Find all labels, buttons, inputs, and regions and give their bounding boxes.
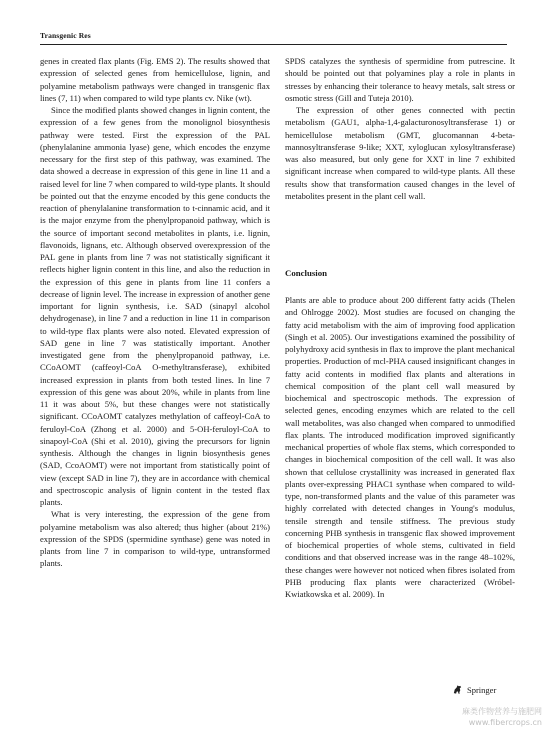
left-paragraph-1: genes in created flax plants (Fig. EMS 2). The results showed that expression of selected genes from hemicellulose, lignin, and polyamine metabolism pathways were changed in transgenic flax lines (7, 11) when compared to wild type plants cv. Nike (wt). — [40, 56, 270, 103]
watermark-line-2: www.fibercrops.cn — [468, 718, 542, 727]
right-column-top — [285, 55, 515, 202]
right-paragraph-2: The expression of other genes connected with pectin metabolism (GAU1, alpha-1,4-galacturonosyltransferase 1) or hemicellulose metabolism (GMT, glucomannan 4-beta-mannosyltransferase 9-like; XXT, xyloglucan xylosyltransferase) was also measured, but only gene for XXT in line 7 exhibited significant increase when compared to wild-type plants. All these results show that transformation caused changes in the level of metabolites present in the plant cell wall. — [285, 105, 515, 201]
left-column — [40, 55, 270, 570]
section-heading-conclusion: Conclusion — [285, 268, 328, 278]
conclusion-paragraph: Plants are able to produce about 200 different fatty acids (Thelen and Ohlrogge 2002). Most studies are focused on changing the fatty acid metabolism with the aim of improving food application (Singh et al. 2005). Our investigations examined the possibility of polyhydroxy acid synthesis in flax to improve the plant mechanical properties. Production of mcl-PHA caused insignificant changes in fatty acid contents in modified flax plants and alterations in chemical composition of the plant cell wall measured by biochemical and spectroscopic methods. The expression of selected genes, encoding enzymes which are related to the cell wall metabolites, was also changed when compared to unmodified flax plants. The introduced modification improved significantly mechanical properties of whole flax stems, which corresponded to changes in biochemical composition of the cell wall. It was also shown that cellulose crystallinity was increased in generated flax plants over-expressing PHAC1 synthase when compared to wild-type, non-transformed plants and the value of this parameter was highly correlated with detected changes in Young's modulus, tensile strength and tensile stiffness. The previous study concerning PHB synthesis in transgenic flax showed improvement of biochemical properties of whole stems, cultivated in field conditions and that observed increase was in the range 48–102%, these changes were however not noticed when fibres isolated from PHB producing flax plants were characterized (Wróbel-Kwiatkowska et al. 2009). In — [285, 295, 515, 599]
left-paragraph-3: What is very interesting, the expression of the gene from polyamine metabolism was also altered; thus higher (about 21%) expression of the SPDS (spermidine synthase) gene was noted in plants from line 7 in comparison to wild-type, untransformed plants. — [40, 509, 270, 569]
left-paragraph-2: Since the modified plants showed changes in lignin content, the expression of a few genes from the monolignol biosynthesis pathway were tested. First the expression of the PAL (phenylalanine ammonia lyase) gene, which encodes the enzyme necessary for the first step of this pathway, was examined. The data showed a decrease in expression of this gene in line 11 and a raised level for line 7 when compared to wild-type plants. It should be pointed out that the enzyme encoded by this gene conducts the reaction of phenylalanine transformation to t-cinnamic acid, and it is the major enzyme from the phenylpropanoid pathway, which is the source of important second metabolites in plants, i.e. lignin, flavonoids, lignans, etc. Although observed overexpression of the PAL gene in plants from line 7 was not statistically significant it reflects higher lignin content in this line, and also the reduction in the expression of this gene in plants from line 11 confers a decrease of lignin level. The increase in expression of another gene important for lignin synthesis, i.e. SAD (sinapyl alcohol dehydrogenase), in line 7 and a reduction in line 11 in comparison to wild-type flax plants were also noted. Elevated expression of SAD gene in line 7 was statistically important. Another investigated gene from the phenylpropanoid pathway, i.e. CCoAOMT (caffeoyl-CoA O-methyltransferase), exhibited increased expression in plants from both tested lines. In line 7 expression of this gene was about 20%, while in plants from line 11 it was about 5%, but these changes were not statistically significant. CCoAOMT catalyzes methylation of caffeoyl-CoA to feruloyl-CoA (Zhong et al. 2000) and 5-OH-feruloyl-CoA to sinapoyl-CoA (Shi et al. 2010), giving the precursors for lignin synthesis. Although the changes in lignin biosynthesis genes (SAD, CcoAOMT) were not important from statistically point of view (except SAD in line 7), they are in accordance with chemical and spectroscopic analysis of lignin content in the tested flax plants. — [40, 105, 270, 507]
publisher-name: Springer — [467, 684, 497, 695]
watermark-line-1: 麻类作物营养与施肥网 — [462, 707, 542, 716]
watermark — [402, 706, 542, 728]
running-head: Transgenic Res — [40, 31, 91, 40]
header-rule — [40, 44, 507, 45]
springer-horse-icon — [452, 684, 463, 695]
right-column-conclusion — [285, 294, 515, 600]
publisher-logo — [452, 684, 496, 695]
right-paragraph-1: SPDS catalyzes the synthesis of spermidine from putrescine. It should be pointed out that polyamines play a role in plants in stresses by enhancing their tolerance to heavy metals, salt stress or osmotic stress (Gill and Tuteja 2010). — [285, 56, 515, 103]
